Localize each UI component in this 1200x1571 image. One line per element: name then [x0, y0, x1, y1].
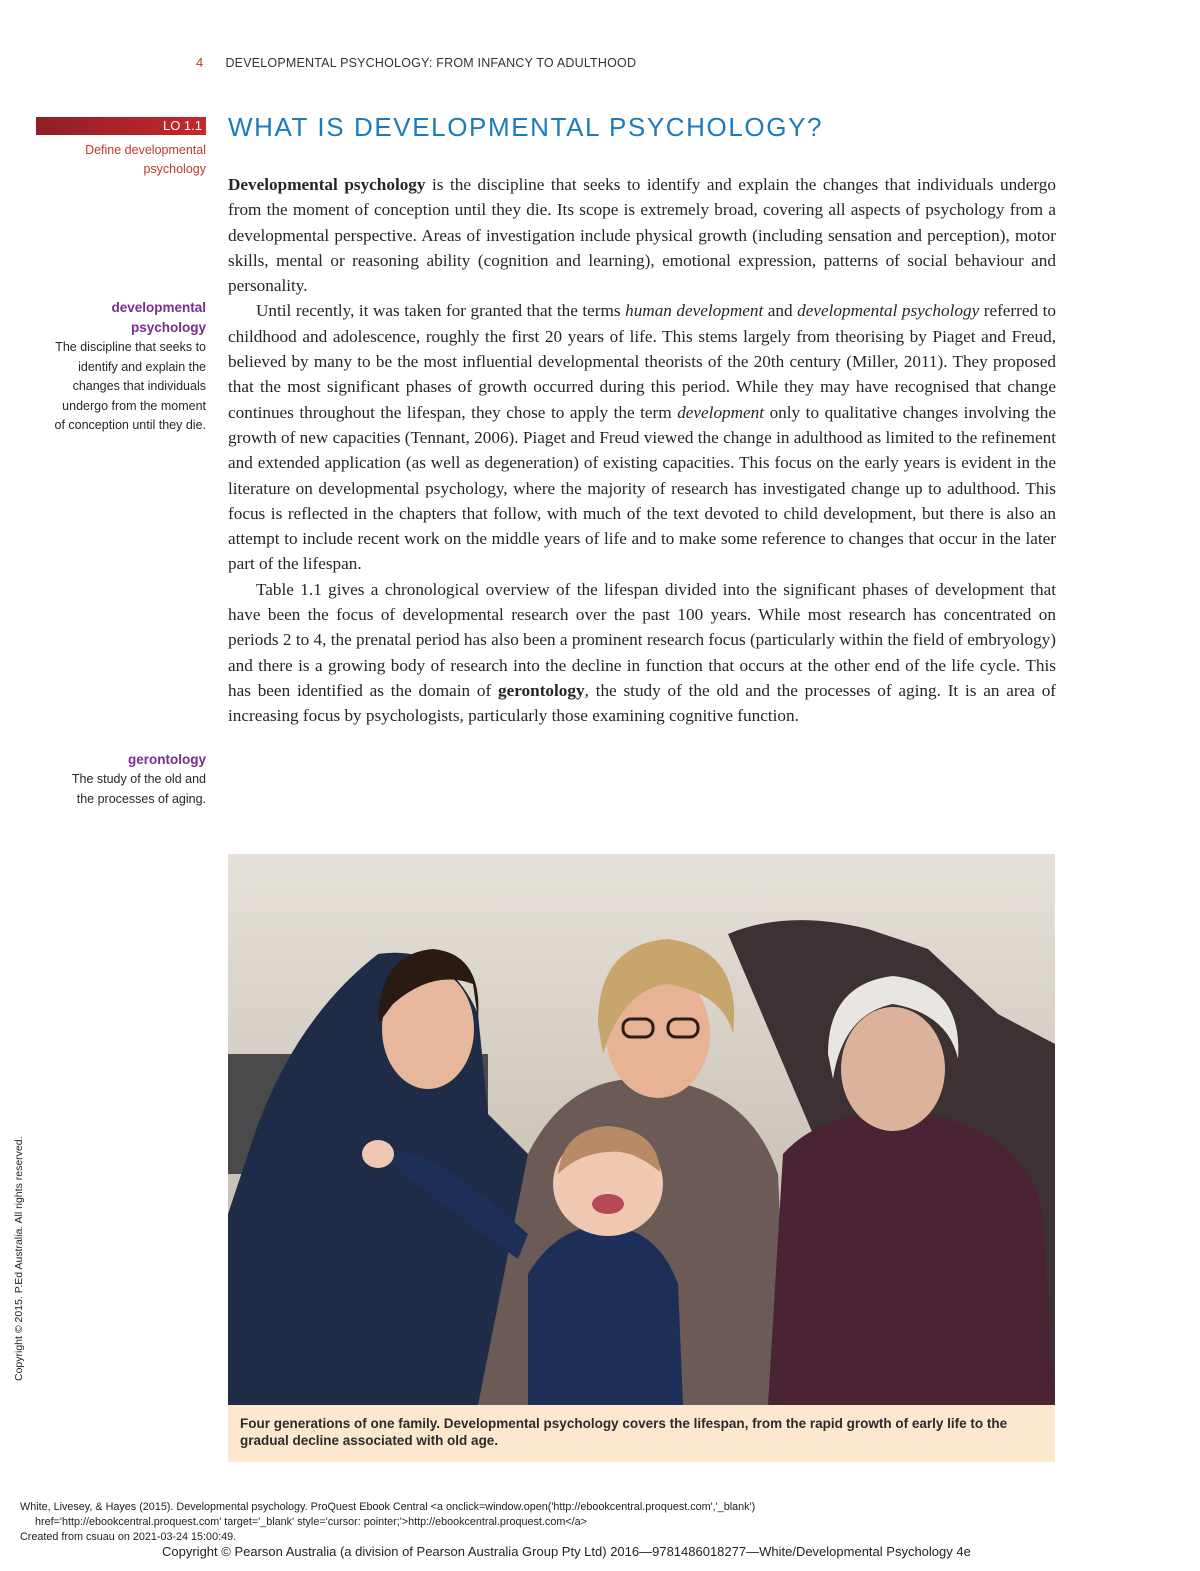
glossary-entry-gerontology: [34, 750, 206, 809]
p2-italic-developmental-psychology: developmental psychology: [797, 301, 980, 321]
paragraph-3: [228, 577, 1056, 729]
page-number: 4: [196, 55, 204, 70]
glossary-definition-line: undergo from the moment: [62, 398, 206, 413]
learning-objective-line1: Define developmental: [85, 143, 206, 157]
footer-citation-line1: White, Livesey, & Hayes (2015). Developmental psychology. ProQuest Ebook Central <a onclick=window.open('http://ebookcentral.proquest.com','_blank'): [20, 1501, 756, 1513]
glossary-term: developmental: [111, 300, 206, 315]
family-photo: [228, 854, 1055, 1405]
glossary-definition-line: the processes of aging.: [76, 791, 206, 806]
p2-text-b: and: [763, 301, 798, 321]
learning-objective-text: [36, 141, 206, 179]
main-body-text: [228, 172, 1056, 729]
section-title: WHAT IS DEVELOPMENTAL PSYCHOLOGY?: [228, 112, 824, 142]
glossary-term: gerontology: [128, 752, 206, 767]
footer-citation-line2: href='http://ebookcentral.proquest.com' target='_blank' style='cursor: pointer;'>http://ebookcentral.proquest.com</a>: [35, 1516, 587, 1528]
family-photo-illustration: [228, 854, 1055, 1405]
paragraph-1: [228, 172, 1056, 298]
paragraph-2: [228, 298, 1056, 576]
p2-text-c: referred to childhood and adolescence, roughly the first 20 years of life. This stems largely from theorising by Piaget and Freud, believed by many to be the most influential developmental theorists of the 20th century (Miller, 2011). They proposed that the most significant phases of growth occurred during this period. While they may have recognised that change continues throughout the lifespan, they chose to apply the term: [228, 301, 1056, 422]
glossary-definition-line: The study of the old and: [71, 772, 206, 786]
key-term-gerontology: gerontology: [498, 680, 585, 700]
figure-caption: Four generations of one family. Developmental psychology covers the lifespan, from the rapid growth of early life to the gradual decline associated with old age.: [228, 1405, 1055, 1462]
footer-created-line: Created from csuau on 2021-03-24 15:00:49.: [20, 1531, 237, 1543]
learning-objective-code: LO 1.1: [162, 118, 202, 133]
glossary-definition-line: changes that individuals: [72, 379, 206, 393]
glossary-entry-developmental-psychology: [34, 298, 206, 436]
side-copyright-notice: Copyright © 2015. P.Ed Australia. All rights reserved.: [13, 1136, 25, 1381]
paragraph-1-text: is the discipline that seeks to identify and explain the changes that individuals undergo from the moment of conception until they die. Its scope is extremely broad, covering all aspects of psychology from a developmental perspective. Areas of investigation include physical growth (including sensation and perception), motor skills, mental or reasoning ability (cognition and learning), emotional expression, patterns of social behaviour and personality.: [228, 175, 1056, 296]
glossary-term: psychology: [130, 320, 206, 335]
p2-italic-human-development: human development: [625, 301, 764, 321]
footer-copyright: Copyright © Pearson Australia (a division of Pearson Australia Group Pty Ltd) 2016—9781486018277—White/Developmental Psychology 4e: [162, 1544, 971, 1559]
running-header: [196, 55, 636, 70]
learning-objective-badge: [36, 117, 206, 135]
glossary-definition-line: of conception until they die.: [54, 418, 206, 432]
running-title: DEVELOPMENTAL PSYCHOLOGY: FROM INFANCY TO ADULTHOOD: [225, 56, 637, 70]
key-term-developmental-psychology: Developmental psychology: [228, 175, 426, 194]
p3-text-a: Table 1.1 gives a chronological overview of the lifespan divided into the significant phases of development that have been the focus of developmental research over the past 100 years. While most research has concentrated on periods 2 to 4, the prenatal period has also been a prominent research focus (particularly within the field of embryology) and there is a growing body of research into the decline in function that occurs at the other end of the life cycle. This has been identified as the domain of: [228, 579, 1056, 700]
p3-text-b: , the study of the old and the processes of aging. It is an area of increasing focus by psychologists, particularly those examining cognitive function.: [228, 680, 1057, 726]
p2-text-a: Until recently, it was taken for granted that the terms: [256, 301, 626, 321]
learning-objective-line2: psychology: [143, 162, 206, 176]
glossary-definition-line: identify and explain the: [78, 359, 206, 374]
p2-text-d: only to qualitative changes involving the growth of new capacities (Tennant, 2006). Piaget and Freud viewed the change in adulthood as limited to the refinement and extended application (as well as degeneration) of existing capacities. This focus on the early years is evident in the literature on developmental psychology, where the majority of research has investigated change up to adulthood. This focus is reflected in the chapters that follow, with much of the text devoted to child development, but there is also an attempt to include recent work on the middle years of life and to make some reference to changes that occur in the later part of the lifespan.: [228, 402, 1056, 574]
p2-italic-development: development: [677, 402, 765, 422]
glossary-definition-line: The discipline that seeks to: [55, 340, 206, 354]
